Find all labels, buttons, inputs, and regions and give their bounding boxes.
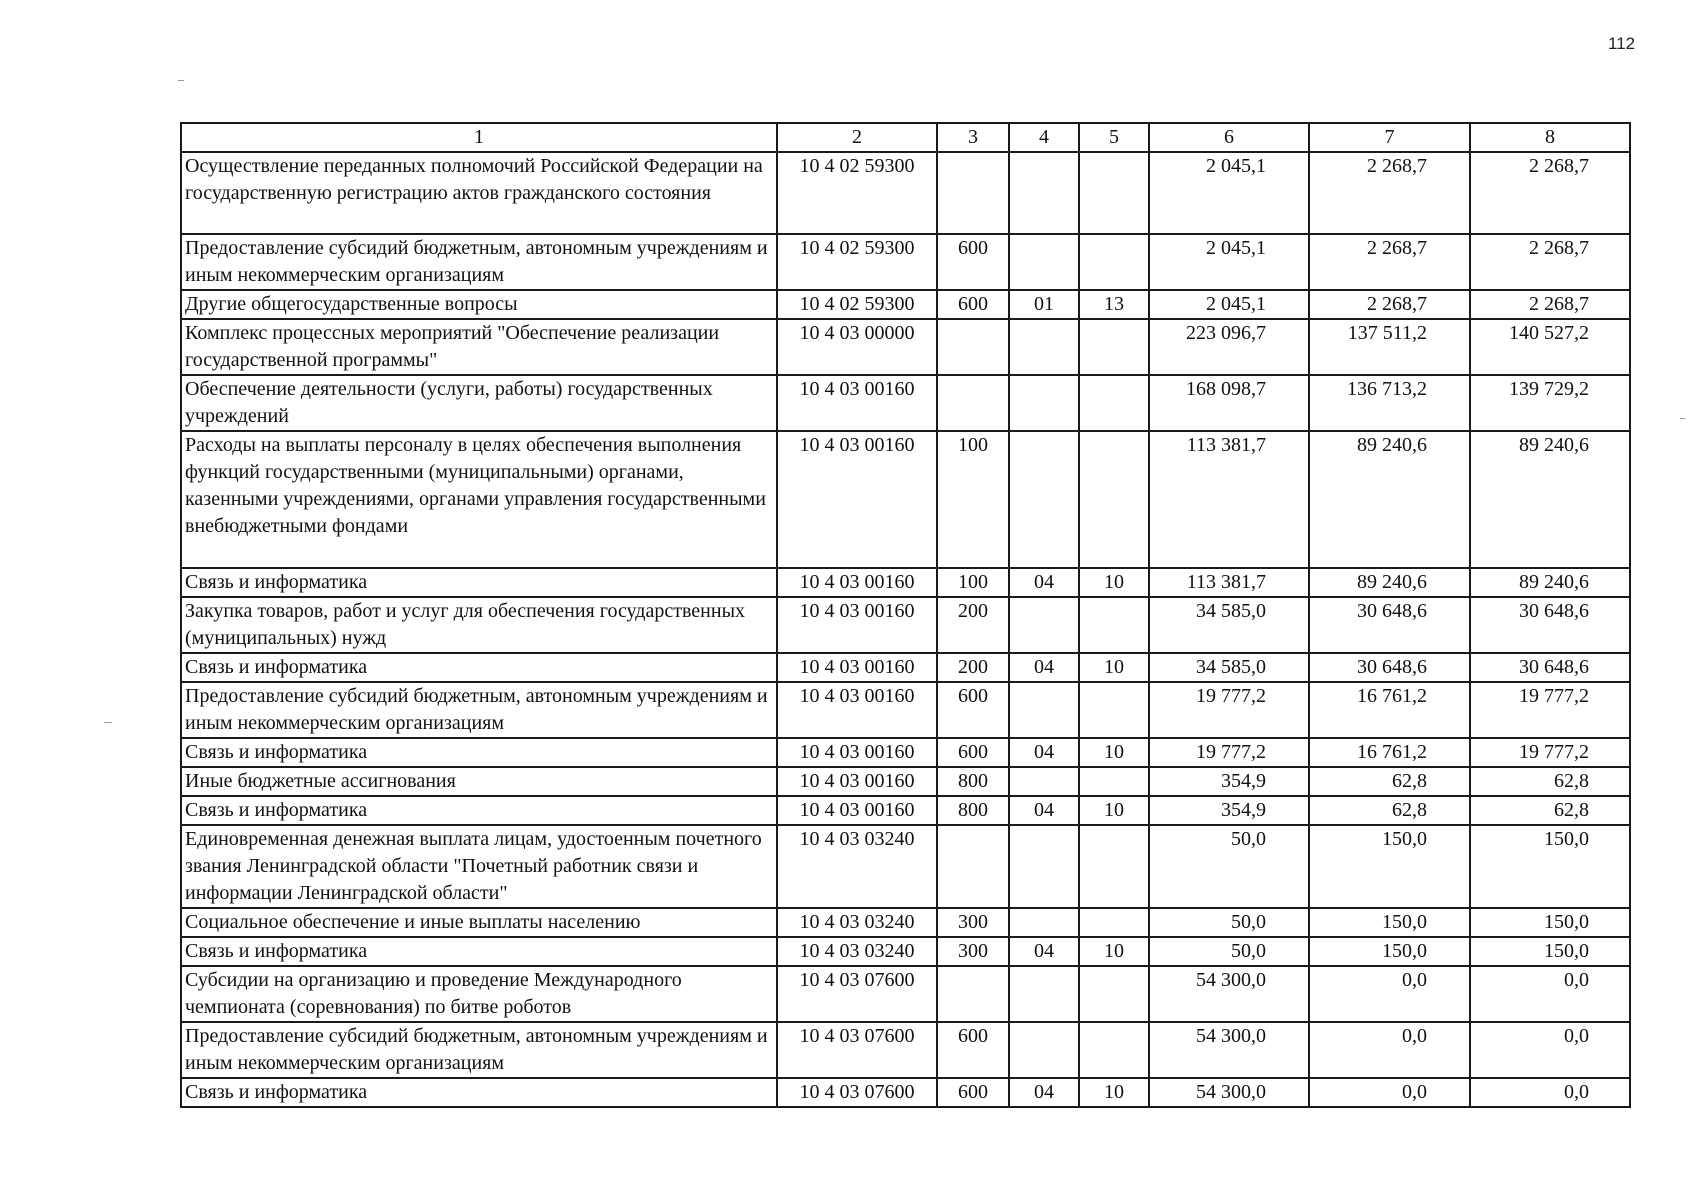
amount-col8: 30 648,6 xyxy=(1470,597,1630,653)
target-code: 10 4 03 00160 xyxy=(777,597,937,653)
target-code: 10 4 02 59300 xyxy=(777,290,937,319)
amount-col8: 139 729,2 xyxy=(1470,375,1630,431)
column-header-1: 1 xyxy=(181,123,777,152)
subsection: 10 xyxy=(1079,653,1149,682)
amount-col7: 0,0 xyxy=(1309,1078,1470,1107)
target-code: 10 4 03 00160 xyxy=(777,738,937,767)
section xyxy=(1009,375,1079,431)
section xyxy=(1009,431,1079,568)
table-row xyxy=(181,966,1630,1022)
target-code: 10 4 03 00160 xyxy=(777,375,937,431)
amount-col7: 62,8 xyxy=(1309,767,1470,796)
column-header-5: 5 xyxy=(1079,123,1149,152)
section: 04 xyxy=(1009,1078,1079,1107)
expense-type: 800 xyxy=(937,796,1009,825)
amount-col7: 150,0 xyxy=(1309,825,1470,908)
amount-col6: 2 045,1 xyxy=(1149,234,1309,290)
amount-col8: 150,0 xyxy=(1470,937,1630,966)
target-code: 10 4 03 00160 xyxy=(777,653,937,682)
row-name: Связь и информатика xyxy=(181,653,777,682)
expense-type: 300 xyxy=(937,908,1009,937)
amount-col6: 34 585,0 xyxy=(1149,597,1309,653)
target-code: 10 4 03 07600 xyxy=(777,1078,937,1107)
amount-col6: 19 777,2 xyxy=(1149,738,1309,767)
amount-col7: 2 268,7 xyxy=(1309,152,1470,234)
subsection xyxy=(1079,966,1149,1022)
table-row xyxy=(181,653,1630,682)
amount-col6: 354,9 xyxy=(1149,796,1309,825)
subsection: 10 xyxy=(1079,1078,1149,1107)
row-name: Связь и информатика xyxy=(181,796,777,825)
section: 04 xyxy=(1009,653,1079,682)
amount-col6: 19 777,2 xyxy=(1149,682,1309,738)
column-header-4: 4 xyxy=(1009,123,1079,152)
amount-col7: 16 761,2 xyxy=(1309,682,1470,738)
amount-col6: 50,0 xyxy=(1149,908,1309,937)
expense-type: 600 xyxy=(937,738,1009,767)
row-name: Предоставление субсидий бюджетным, автономным учреждениям и иным некоммерческим организациям xyxy=(181,1022,777,1078)
section xyxy=(1009,152,1079,234)
amount-col8: 0,0 xyxy=(1470,966,1630,1022)
amount-col8: 0,0 xyxy=(1470,1078,1630,1107)
subsection: 10 xyxy=(1079,738,1149,767)
table-row xyxy=(181,152,1630,234)
target-code: 10 4 03 00160 xyxy=(777,682,937,738)
subsection xyxy=(1079,597,1149,653)
row-name: Закупка товаров, работ и услуг для обеспечения государственных (муниципальных) нужд xyxy=(181,597,777,653)
expense-type xyxy=(937,966,1009,1022)
expense-type: 100 xyxy=(937,431,1009,568)
expense-type: 600 xyxy=(937,234,1009,290)
table-row xyxy=(181,682,1630,738)
section: 04 xyxy=(1009,937,1079,966)
target-code: 10 4 03 03240 xyxy=(777,937,937,966)
subsection xyxy=(1079,825,1149,908)
header-row xyxy=(181,123,1630,152)
page-number: 112 xyxy=(1608,34,1636,53)
scan-mark xyxy=(1680,418,1685,419)
row-name: Обеспечение деятельности (услуги, работы) государственных учреждений xyxy=(181,375,777,431)
column-header-8: 8 xyxy=(1470,123,1630,152)
table-row xyxy=(181,825,1630,908)
amount-col6: 54 300,0 xyxy=(1149,1022,1309,1078)
target-code: 10 4 03 03240 xyxy=(777,825,937,908)
row-name: Связь и информатика xyxy=(181,937,777,966)
amount-col7: 0,0 xyxy=(1309,966,1470,1022)
amount-col8: 150,0 xyxy=(1470,908,1630,937)
scan-mark xyxy=(104,722,112,723)
row-name: Иные бюджетные ассигнования xyxy=(181,767,777,796)
target-code: 10 4 02 59300 xyxy=(777,234,937,290)
target-code: 10 4 03 00160 xyxy=(777,767,937,796)
amount-col7: 2 268,7 xyxy=(1309,234,1470,290)
subsection xyxy=(1079,1022,1149,1078)
amount-col6: 54 300,0 xyxy=(1149,1078,1309,1107)
row-name: Предоставление субсидий бюджетным, автономным учреждениям и иным некоммерческим организациям xyxy=(181,234,777,290)
amount-col8: 2 268,7 xyxy=(1470,290,1630,319)
amount-col8: 89 240,6 xyxy=(1470,568,1630,597)
column-header-2: 2 xyxy=(777,123,937,152)
amount-col7: 136 713,2 xyxy=(1309,375,1470,431)
subsection xyxy=(1079,319,1149,375)
amount-col7: 0,0 xyxy=(1309,1022,1470,1078)
subsection: 10 xyxy=(1079,568,1149,597)
subsection: 10 xyxy=(1079,937,1149,966)
table-row xyxy=(181,767,1630,796)
amount-col6: 50,0 xyxy=(1149,937,1309,966)
amount-col7: 2 268,7 xyxy=(1309,290,1470,319)
table-row xyxy=(181,937,1630,966)
amount-col8: 150,0 xyxy=(1470,825,1630,908)
row-name: Предоставление субсидий бюджетным, автономным учреждениям и иным некоммерческим организациям xyxy=(181,682,777,738)
row-name: Связь и информатика xyxy=(181,568,777,597)
amount-col6: 354,9 xyxy=(1149,767,1309,796)
amount-col7: 89 240,6 xyxy=(1309,568,1470,597)
row-name: Социальное обеспечение и иные выплаты населению xyxy=(181,908,777,937)
amount-col6: 168 098,7 xyxy=(1149,375,1309,431)
section: 04 xyxy=(1009,568,1079,597)
row-name: Связь и информатика xyxy=(181,1078,777,1107)
subsection xyxy=(1079,375,1149,431)
amount-col7: 89 240,6 xyxy=(1309,431,1470,568)
amount-col8: 19 777,2 xyxy=(1470,738,1630,767)
amount-col6: 50,0 xyxy=(1149,825,1309,908)
row-name: Осуществление переданных полномочий Российской Федерации на государственную регистрацию актов гражданского состояния xyxy=(181,152,777,234)
amount-col8: 89 240,6 xyxy=(1470,431,1630,568)
target-code: 10 4 03 00160 xyxy=(777,568,937,597)
subsection xyxy=(1079,908,1149,937)
table-row xyxy=(181,431,1630,568)
expense-type: 300 xyxy=(937,937,1009,966)
amount-col6: 2 045,1 xyxy=(1149,152,1309,234)
column-header-7: 7 xyxy=(1309,123,1470,152)
amount-col6: 113 381,7 xyxy=(1149,431,1309,568)
target-code: 10 4 02 59300 xyxy=(777,152,937,234)
row-name: Комплекс процессных мероприятий "Обеспечение реализации государственной программы" xyxy=(181,319,777,375)
section xyxy=(1009,1022,1079,1078)
expense-type: 600 xyxy=(937,682,1009,738)
column-header-3: 3 xyxy=(937,123,1009,152)
expense-type xyxy=(937,319,1009,375)
subsection xyxy=(1079,234,1149,290)
section xyxy=(1009,908,1079,937)
amount-col8: 2 268,7 xyxy=(1470,234,1630,290)
amount-col8: 2 268,7 xyxy=(1470,152,1630,234)
amount-col7: 137 511,2 xyxy=(1309,319,1470,375)
amount-col7: 62,8 xyxy=(1309,796,1470,825)
amount-col6: 2 045,1 xyxy=(1149,290,1309,319)
amount-col8: 30 648,6 xyxy=(1470,653,1630,682)
row-name: Расходы на выплаты персоналу в целях обеспечения выполнения функций государственными (муниципальными) органами, казенными учреждениями, органами управления государственными внебюджетными фондами xyxy=(181,431,777,568)
section xyxy=(1009,966,1079,1022)
table-row xyxy=(181,1022,1630,1078)
row-name: Другие общегосударственные вопросы xyxy=(181,290,777,319)
amount-col6: 113 381,7 xyxy=(1149,568,1309,597)
subsection xyxy=(1079,431,1149,568)
table-row xyxy=(181,568,1630,597)
subsection xyxy=(1079,682,1149,738)
table-row xyxy=(181,234,1630,290)
target-code: 10 4 03 00000 xyxy=(777,319,937,375)
target-code: 10 4 03 07600 xyxy=(777,1022,937,1078)
row-name: Субсидии на организацию и проведение Международного чемпионата (соревнования) по битве роботов xyxy=(181,966,777,1022)
table-row xyxy=(181,908,1630,937)
table-row xyxy=(181,290,1630,319)
section xyxy=(1009,825,1079,908)
section: 01 xyxy=(1009,290,1079,319)
target-code: 10 4 03 03240 xyxy=(777,908,937,937)
section xyxy=(1009,234,1079,290)
target-code: 10 4 03 07600 xyxy=(777,966,937,1022)
amount-col8: 62,8 xyxy=(1470,796,1630,825)
expense-type: 200 xyxy=(937,653,1009,682)
expense-type: 600 xyxy=(937,1078,1009,1107)
budget-table xyxy=(180,122,1631,1108)
expense-type xyxy=(937,825,1009,908)
section xyxy=(1009,682,1079,738)
expense-type: 600 xyxy=(937,290,1009,319)
table-row xyxy=(181,375,1630,431)
table-row xyxy=(181,796,1630,825)
amount-col8: 0,0 xyxy=(1470,1022,1630,1078)
scan-mark xyxy=(178,80,184,81)
table-row xyxy=(181,738,1630,767)
subsection xyxy=(1079,152,1149,234)
section: 04 xyxy=(1009,738,1079,767)
column-header-6: 6 xyxy=(1149,123,1309,152)
section xyxy=(1009,319,1079,375)
amount-col7: 150,0 xyxy=(1309,937,1470,966)
table-row xyxy=(181,1078,1630,1107)
amount-col7: 150,0 xyxy=(1309,908,1470,937)
amount-col6: 54 300,0 xyxy=(1149,966,1309,1022)
expense-type xyxy=(937,375,1009,431)
amount-col7: 16 761,2 xyxy=(1309,738,1470,767)
row-name: Единовременная денежная выплата лицам, удостоенным почетного звания Ленинградской области "Почетный работник связи и информации Ленинградской области" xyxy=(181,825,777,908)
amount-col6: 34 585,0 xyxy=(1149,653,1309,682)
amount-col6: 223 096,7 xyxy=(1149,319,1309,375)
table-row xyxy=(181,319,1630,375)
expense-type: 600 xyxy=(937,1022,1009,1078)
subsection: 13 xyxy=(1079,290,1149,319)
amount-col7: 30 648,6 xyxy=(1309,597,1470,653)
section xyxy=(1009,767,1079,796)
amount-col8: 140 527,2 xyxy=(1470,319,1630,375)
expense-type: 200 xyxy=(937,597,1009,653)
subsection xyxy=(1079,767,1149,796)
amount-col8: 19 777,2 xyxy=(1470,682,1630,738)
expense-type xyxy=(937,152,1009,234)
table-row xyxy=(181,597,1630,653)
section: 04 xyxy=(1009,796,1079,825)
target-code: 10 4 03 00160 xyxy=(777,431,937,568)
section xyxy=(1009,597,1079,653)
row-name: Связь и информатика xyxy=(181,738,777,767)
subsection: 10 xyxy=(1079,796,1149,825)
amount-col7: 30 648,6 xyxy=(1309,653,1470,682)
expense-type: 800 xyxy=(937,767,1009,796)
amount-col8: 62,8 xyxy=(1470,767,1630,796)
target-code: 10 4 03 00160 xyxy=(777,796,937,825)
expense-type: 100 xyxy=(937,568,1009,597)
